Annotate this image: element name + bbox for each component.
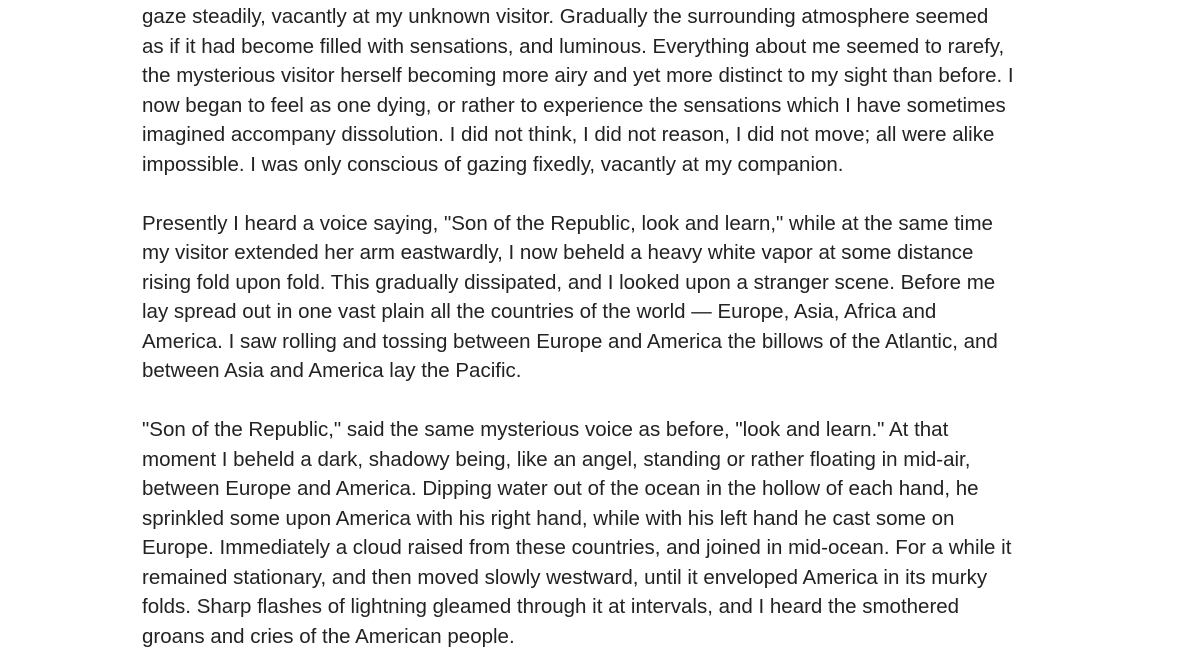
- text-line: Presently I heard a voice saying, "Son of the Republic, look and learn," while at the same time: [142, 209, 1067, 239]
- text-line: between Asia and America lay the Pacific.: [142, 356, 1067, 386]
- text-line: rising fold upon fold. This gradually dissipated, and I looked upon a stranger scene. Before me: [142, 268, 1067, 298]
- document-page: [142, 2, 1067, 651]
- paragraph-3: [142, 415, 1067, 651]
- text-line: folds. Sharp flashes of lightning gleamed through it at intervals, and I heard the smothered: [142, 592, 1067, 622]
- text-line: Europe. Immediately a cloud raised from these countries, and joined in mid-ocean. For a while it: [142, 533, 1067, 563]
- text-line: "Son of the Republic," said the same mysterious voice as before, "look and learn." At that: [142, 415, 1067, 445]
- text-line: lay spread out in one vast plain all the countries of the world — Europe, Asia, Africa and: [142, 297, 1067, 327]
- paragraph-1: [142, 2, 1067, 179]
- text-line: moment I beheld a dark, shadowy being, like an angel, standing or rather floating in mid-air,: [142, 445, 1067, 475]
- text-line: the mysterious visitor herself becoming more airy and yet more distinct to my sight than before. I: [142, 61, 1067, 91]
- text-line: remained stationary, and then moved slowly westward, until it enveloped America in its murky: [142, 563, 1067, 593]
- text-line: imagined accompany dissolution. I did not think, I did not reason, I did not move; all were alike: [142, 120, 1067, 150]
- paragraph-2: [142, 209, 1067, 386]
- text-line: America. I saw rolling and tossing between Europe and America the billows of the Atlantic, and: [142, 327, 1067, 357]
- text-line: my visitor extended her arm eastwardly, I now beheld a heavy white vapor at some distance: [142, 238, 1067, 268]
- text-line: now began to feel as one dying, or rather to experience the sensations which I have sometimes: [142, 91, 1067, 121]
- text-line: groans and cries of the American people.: [142, 622, 1067, 651]
- text-line: between Europe and America. Dipping water out of the ocean in the hollow of each hand, he: [142, 474, 1067, 504]
- text-line: impossible. I was only conscious of gazing fixedly, vacantly at my companion.: [142, 150, 1067, 180]
- text-line: as if it had become filled with sensations, and luminous. Everything about me seemed to rarefy,: [142, 32, 1067, 62]
- text-line: gaze steadily, vacantly at my unknown visitor. Gradually the surrounding atmosphere seemed: [142, 2, 1067, 32]
- paragraph-spacer: [142, 386, 1067, 416]
- text-line: sprinkled some upon America with his right hand, while with his left hand he cast some on: [142, 504, 1067, 534]
- paragraph-spacer: [142, 179, 1067, 209]
